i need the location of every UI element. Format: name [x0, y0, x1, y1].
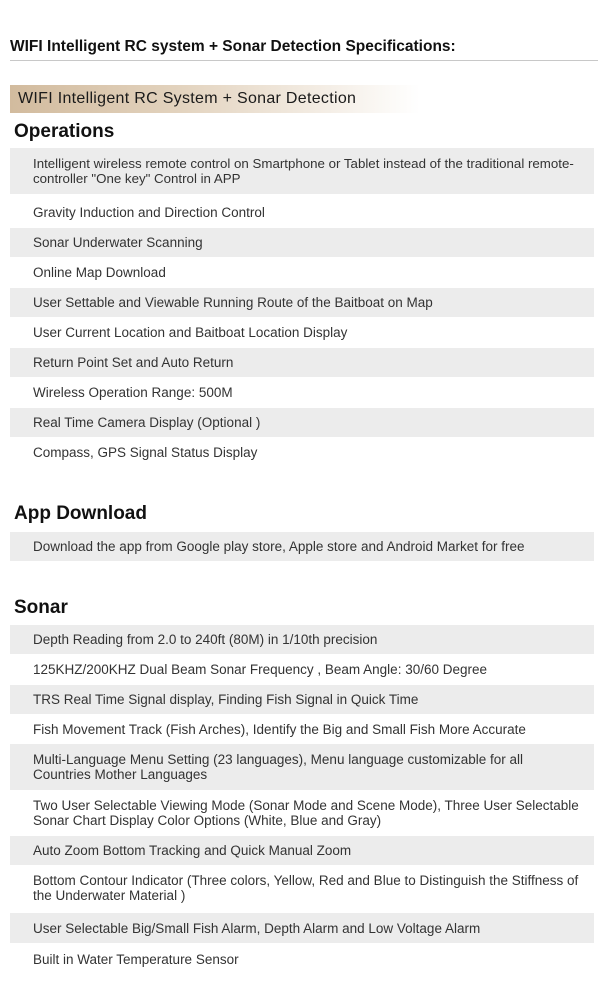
- operations-item: Compass, GPS Signal Status Display: [33, 444, 258, 460]
- operations-item: Wireless Operation Range: 500M: [33, 384, 233, 400]
- operations-item: Online Map Download: [33, 264, 166, 280]
- sonar-item: Built in Water Temperature Sensor: [33, 951, 239, 967]
- operations-item: Sonar Underwater Scanning: [10, 228, 594, 257]
- operations-item: Intelligent wireless remote control on Smartphone or Tablet instead of the traditional remote-controller "One key" Control in APP: [10, 148, 594, 194]
- sonar-item: Multi-Language Menu Setting (23 languages), Menu language customizable for all Countries Mother Languages: [10, 744, 594, 790]
- operations-item: Gravity Induction and Direction Control: [33, 204, 265, 220]
- sonar-item: Depth Reading from 2.0 to 240ft (80M) in 1/10th precision: [10, 625, 594, 654]
- operations-item: User Settable and Viewable Running Route of the Baitboat on Map: [10, 288, 594, 317]
- page-title: WIFI Intelligent RC system + Sonar Detection Specifications:: [10, 38, 456, 55]
- sonar-item: Bottom Contour Indicator (Three colors, Yellow, Red and Blue to Distinguish the Stiffness of the Underwater Material ): [33, 873, 579, 903]
- sonar-item: Auto Zoom Bottom Tracking and Quick Manual Zoom: [10, 836, 594, 865]
- sonar-item: TRS Real Time Signal display, Finding Fish Signal in Quick Time: [10, 685, 594, 714]
- title-divider: [10, 60, 598, 61]
- sonar-item: 125KHZ/200KHZ Dual Beam Sonar Frequency , Beam Angle: 30/60 Degree: [33, 661, 488, 677]
- operations-item: Real Time Camera Display (Optional ): [10, 408, 594, 437]
- sonar-item: User Selectable Big/Small Fish Alarm, Depth Alarm and Low Voltage Alarm: [10, 913, 594, 943]
- spec-banner: [10, 85, 420, 113]
- section-heading-sonar: Sonar: [14, 597, 68, 618]
- section-heading-app-download: App Download: [14, 503, 147, 524]
- operations-item: User Current Location and Baitboat Location Display: [33, 324, 348, 340]
- section-heading-operations: Operations: [14, 121, 115, 142]
- sonar-item: Two User Selectable Viewing Mode (Sonar Mode and Scene Mode), Three User Selectable Sonar Chart Display Color Options (White, Blue and Gray): [33, 798, 579, 828]
- operations-item: Return Point Set and Auto Return: [10, 348, 594, 377]
- banner-text: WIFI Intelligent RC System + Sonar Detection: [18, 90, 357, 107]
- sonar-item: Fish Movement Track (Fish Arches), Identify the Big and Small Fish More Accurate: [33, 721, 526, 737]
- app-download-item: Download the app from Google play store, Apple store and Android Market for free: [10, 532, 594, 561]
